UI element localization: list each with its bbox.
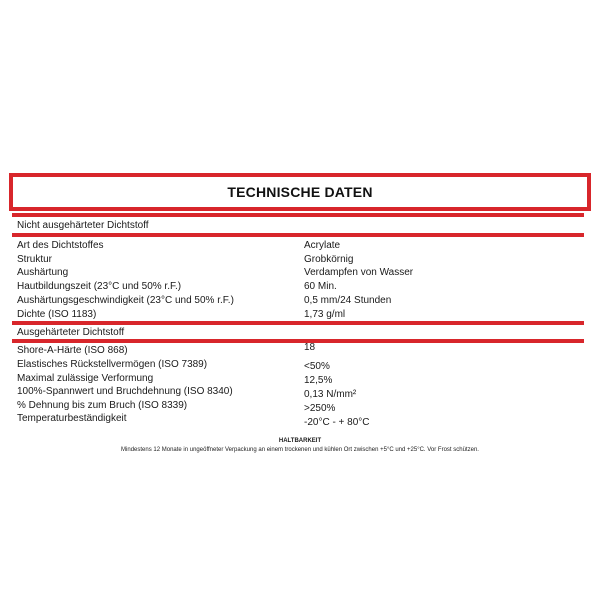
shelf-life-text: Mindestens 12 Monate in ungeöffneter Verpackung an einem trockenen und kühlen Ort zwischen +5°C und +25°C. Vor Frost schützen. (121, 447, 479, 453)
table-row (17, 253, 577, 267)
row-value: 0,13 N/mm² (304, 389, 357, 400)
table-row (17, 266, 577, 280)
table-row (17, 344, 577, 358)
shelf-life-heading: HALTBARKEIT (278, 438, 322, 444)
page-title: TECHNISCHE DATEN (227, 184, 373, 200)
row-value: -20°C - + 80°C (304, 417, 370, 428)
row-value: Verdampfen von Wasser (304, 267, 414, 278)
row-label: Struktur (17, 254, 53, 265)
table-row (17, 280, 577, 294)
table-row (17, 239, 577, 253)
table-row (17, 385, 577, 399)
table-row (17, 412, 577, 426)
row-label: Dichte (ISO 1183) (17, 309, 97, 320)
table-row (17, 294, 577, 308)
section-heading-uncured: Nicht ausgehärteter Dichtstoff (17, 220, 149, 231)
table-row (17, 372, 577, 386)
row-label: Elastisches Rückstellvermögen (ISO 7389) (17, 359, 208, 370)
row-value: >250% (304, 403, 336, 414)
row-label: Shore-A-Härte (ISO 868) (17, 345, 128, 356)
row-label: Aushärtungsgeschwindigkeit (23°C und 50% r.F.) (17, 295, 234, 306)
row-label: Art des Dichtstoffes (17, 240, 104, 251)
table-row (17, 358, 577, 372)
row-value: 1,73 g/ml (304, 309, 346, 320)
table-row (17, 308, 577, 322)
section-heading-cured: Ausgehärteter Dichtstoff (17, 327, 125, 338)
section-divider (12, 233, 584, 237)
row-value: Acrylate (304, 240, 341, 251)
section-divider (12, 339, 584, 343)
row-label: 100%-Spannwert und Bruchdehnung (ISO 8340) (17, 386, 233, 397)
row-value: <50% (304, 361, 330, 372)
row-label: Maximal zulässige Verformung (17, 373, 154, 384)
section-divider (12, 213, 584, 217)
row-value: 18 (304, 342, 316, 353)
section-divider (12, 321, 584, 325)
row-value: Grobkörnig (304, 254, 354, 265)
row-label: Temperaturbeständigkeit (17, 413, 127, 424)
row-label: Aushärtung (17, 267, 69, 278)
row-label: % Dehnung bis zum Bruch (ISO 8339) (17, 400, 188, 411)
row-value: 60 Min. (304, 281, 337, 292)
table-row (17, 399, 577, 413)
title-box (9, 173, 591, 211)
row-value: 12,5% (304, 375, 333, 386)
row-label: Hautbildungszeit (23°C und 50% r.F.) (17, 281, 182, 292)
row-value: 0,5 mm/24 Stunden (304, 295, 392, 306)
